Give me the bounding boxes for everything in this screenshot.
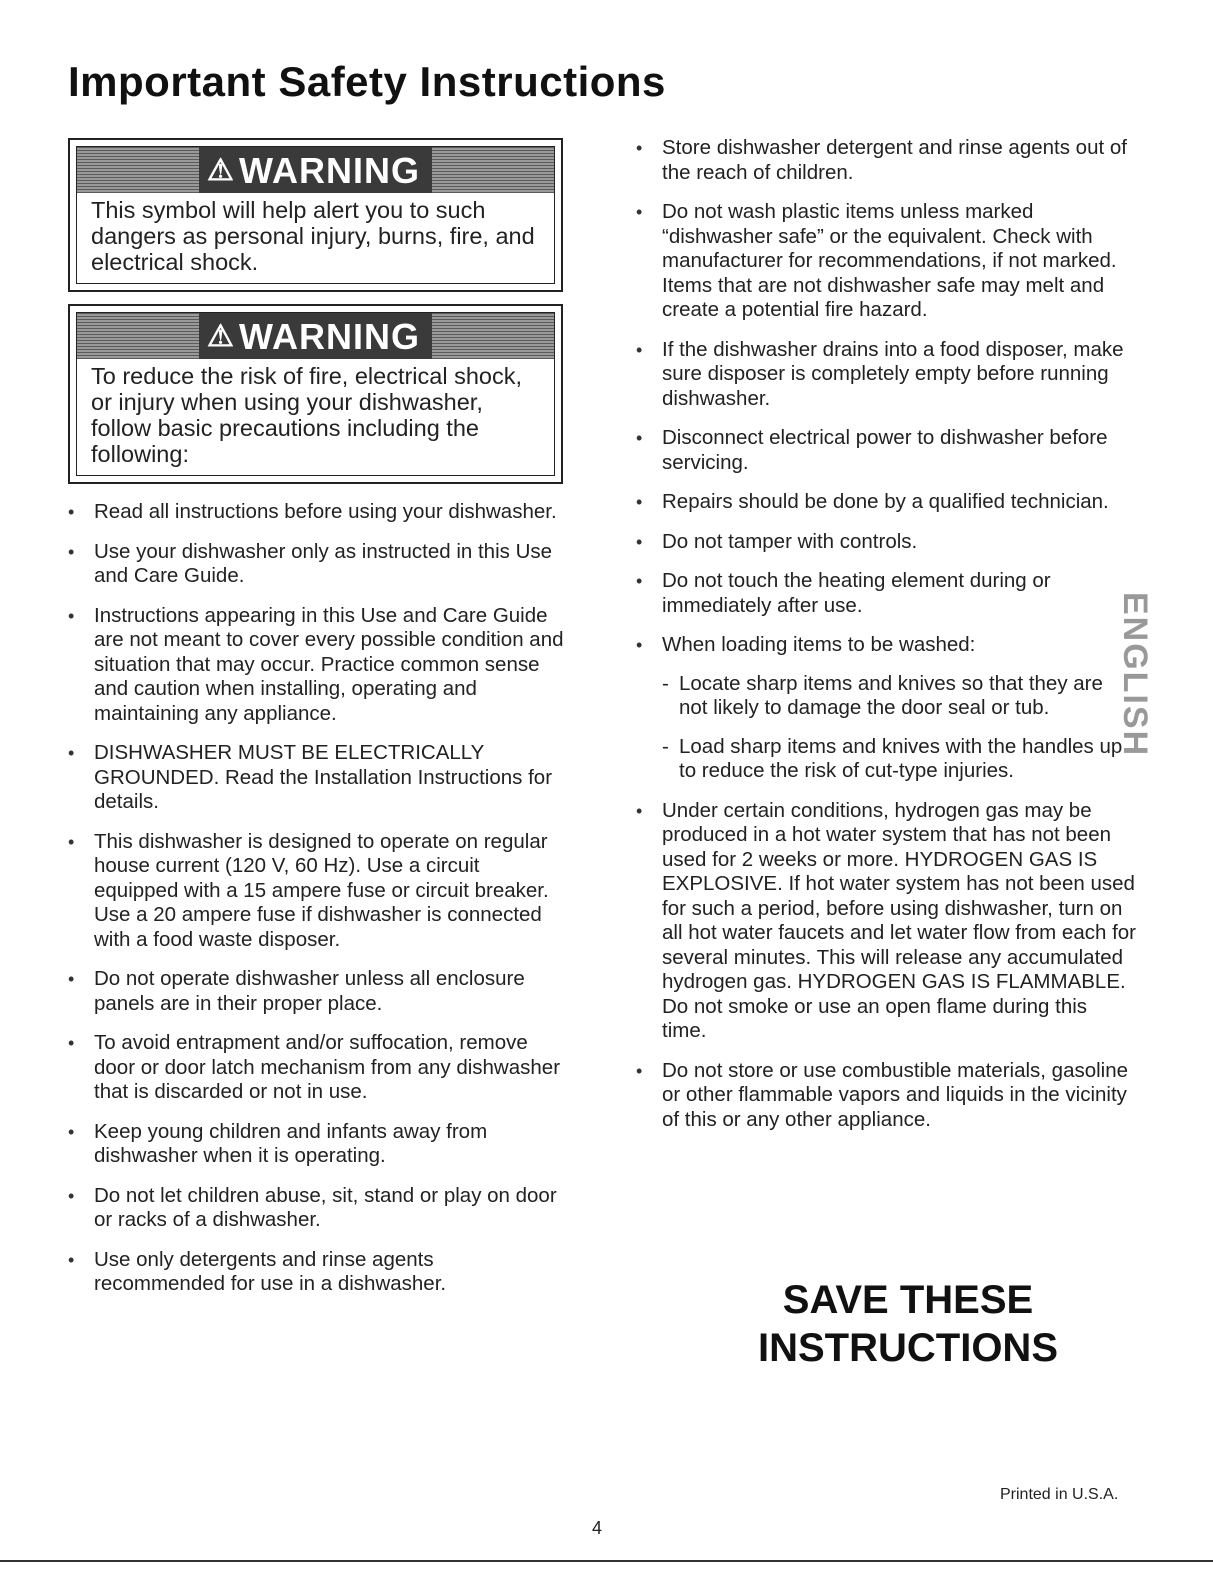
language-side-tab — [1116, 565, 1154, 785]
list-item: • Do not wash plastic items unless marked “dishwasher safe” or the equivalent. Check with manufacturer for recommendations, if not marked. Items that are not dishwasher safe may melt and create a potential fire hazard. — [636, 200, 1136, 323]
page-number: 4 — [592, 1518, 603, 1538]
warning-label: WARNING — [238, 150, 420, 191]
warning-banner — [77, 147, 554, 193]
warning-box-symbol — [68, 138, 563, 292]
warning-box-precautions — [68, 304, 563, 484]
warning-label: WARNING — [238, 316, 420, 357]
list-item: • Read all instructions before using your dishwasher. — [68, 500, 568, 525]
list-item: • Do not let children abuse, sit, stand or play on door or racks of a dishwasher. — [68, 1184, 568, 1233]
language-label: ENGLISH — [1116, 592, 1154, 758]
list-item: • Use only detergents and rinse agents recommended for use in a dishwasher. — [68, 1248, 568, 1297]
sub-list-item: - Locate sharp items and knives so that they are not likely to damage the door seal or tub. — [662, 672, 1136, 721]
list-item-loading — [636, 633, 1136, 784]
list-item: • Instructions appearing in this Use and Care Guide are not meant to cover every possible condition and situation that may occur. Practice common sense and caution when installing, operating and maintaining any appliance. — [68, 604, 568, 727]
right-column — [636, 136, 1136, 1147]
list-item: • To avoid entrapment and/or suffocation, remove door or door latch mechanism from any dishwasher that is discarded or not in use. — [68, 1031, 568, 1105]
list-item: • Do not touch the heating element during or immediately after use. — [636, 569, 1136, 618]
warning-banner — [77, 313, 554, 359]
list-item: • Do not operate dishwasher unless all enclosure panels are in their proper place. — [68, 967, 568, 1016]
left-column — [68, 500, 568, 1312]
warning-triangle-icon: ⚠ — [207, 320, 235, 353]
list-item: • This dishwasher is designed to operate on regular house current (120 V, 60 Hz). Use a circuit equipped with a 15 ampere fuse or circuit breaker. Use a 20 ampere fuse if dishwasher is connected with a food waste disposer. — [68, 830, 568, 953]
list-item: • Do not tamper with controls. — [636, 530, 1136, 555]
list-item: • Keep young children and infants away from dishwasher when it is operating. — [68, 1120, 568, 1169]
list-item: • Under certain conditions, hydrogen gas may be produced in a hot water system that has not been used for 2 weeks or more. HYDROGEN GAS IS EXPLOSIVE. If hot water system has not been used for such a period, before using dishwasher, turn on all hot water faucets and let water flow from each for several minutes. This will release any accumulated hydrogen gas. HYDROGEN GAS IS FLAMMABLE. Do not smoke or use an open flame during this time. — [636, 799, 1136, 1044]
list-item: • DISHWASHER MUST BE ELECTRICALLY GROUNDED. Read the Installation Instructions for details. — [68, 741, 568, 815]
save-line-2: INSTRUCTIONS — [758, 1326, 1058, 1370]
save-instructions-heading — [758, 1276, 1058, 1372]
warning-text: To reduce the risk of fire, electrical shock, or injury when using your dishwasher, follow basic precautions including the following: — [91, 363, 523, 467]
list-item: • Use your dishwasher only as instructed in this Use and Care Guide. — [68, 540, 568, 589]
printed-note: Printed in U.S.A. — [1000, 1486, 1119, 1503]
warning-text: This symbol will help alert you to such dangers as personal injury, burns, fire, and electrical shock. — [91, 197, 535, 275]
list-item: • If the dishwasher drains into a food disposer, make sure disposer is completely empty before running dishwasher. — [636, 338, 1136, 412]
sub-list-item: - Load sharp items and knives with the handles up to reduce the risk of cut-type injuries. — [662, 735, 1136, 784]
page-title: Important Safety Instructions — [68, 58, 666, 105]
save-line-1: SAVE THESE — [782, 1278, 1034, 1322]
bottom-rule — [0, 1560, 1213, 1562]
list-item: • Disconnect electrical power to dishwasher before servicing. — [636, 426, 1136, 475]
list-item: • Store dishwasher detergent and rinse agents out of the reach of children. — [636, 136, 1136, 185]
warning-triangle-icon: ⚠ — [207, 154, 235, 187]
loading-intro: When loading items to be washed: — [662, 633, 976, 656]
list-item: • Repairs should be done by a qualified technician. — [636, 490, 1136, 515]
list-item: • Do not store or use combustible materials, gasoline or other flammable vapors and liquids in the vicinity of this or any other appliance. — [636, 1059, 1136, 1133]
